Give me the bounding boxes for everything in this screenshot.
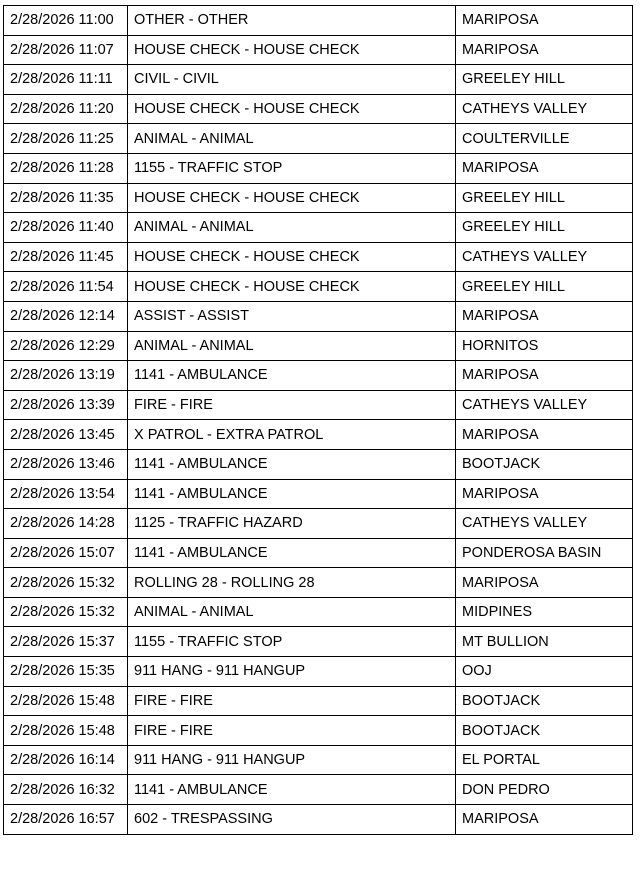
incident-datetime-cell: 2/28/2026 15:07 — [4, 538, 128, 568]
table-row — [4, 65, 633, 95]
incident-location-cell: MIDPINES — [456, 597, 633, 627]
incident-location-cell: PONDEROSA BASIN — [456, 538, 633, 568]
incident-type-cell: HOUSE CHECK - HOUSE CHECK — [128, 272, 456, 302]
incident-location-cell: GREELEY HILL — [456, 183, 633, 213]
incident-log-body — [4, 6, 633, 835]
incident-type-cell: CIVIL - CIVIL — [128, 65, 456, 95]
incident-datetime-cell: 2/28/2026 15:48 — [4, 686, 128, 716]
incident-datetime-cell: 2/28/2026 11:00 — [4, 6, 128, 36]
incident-type-cell: 1125 - TRAFFIC HAZARD — [128, 509, 456, 539]
incident-location-cell: EL PORTAL — [456, 745, 633, 775]
incident-log-table — [3, 5, 633, 835]
incident-datetime-cell: 2/28/2026 11:11 — [4, 65, 128, 95]
table-row — [4, 568, 633, 598]
table-row — [4, 183, 633, 213]
incident-datetime-cell: 2/28/2026 15:35 — [4, 657, 128, 687]
incident-location-cell: MARIPOSA — [456, 568, 633, 598]
incident-datetime-cell: 2/28/2026 11:40 — [4, 213, 128, 243]
table-row — [4, 242, 633, 272]
incident-datetime-cell: 2/28/2026 15:32 — [4, 568, 128, 598]
incident-type-cell: 911 HANG - 911 HANGUP — [128, 745, 456, 775]
table-row — [4, 775, 633, 805]
incident-datetime-cell: 2/28/2026 11:45 — [4, 242, 128, 272]
incident-type-cell: HOUSE CHECK - HOUSE CHECK — [128, 35, 456, 65]
table-row — [4, 272, 633, 302]
incident-location-cell: MT BULLION — [456, 627, 633, 657]
table-row — [4, 597, 633, 627]
incident-type-cell: FIRE - FIRE — [128, 716, 456, 746]
incident-location-cell: MARIPOSA — [456, 35, 633, 65]
table-row — [4, 361, 633, 391]
incident-location-cell: MARIPOSA — [456, 805, 633, 835]
incident-location-cell: MARIPOSA — [456, 6, 633, 36]
incident-location-cell: MARIPOSA — [456, 479, 633, 509]
incident-datetime-cell: 2/28/2026 11:54 — [4, 272, 128, 302]
incident-datetime-cell: 2/28/2026 16:32 — [4, 775, 128, 805]
incident-type-cell: OTHER - OTHER — [128, 6, 456, 36]
incident-type-cell: FIRE - FIRE — [128, 390, 456, 420]
incident-type-cell: 1141 - AMBULANCE — [128, 479, 456, 509]
incident-type-cell: ANIMAL - ANIMAL — [128, 331, 456, 361]
incident-datetime-cell: 2/28/2026 11:28 — [4, 153, 128, 183]
incident-datetime-cell: 2/28/2026 15:48 — [4, 716, 128, 746]
incident-location-cell: CATHEYS VALLEY — [456, 94, 633, 124]
table-row — [4, 686, 633, 716]
incident-datetime-cell: 2/28/2026 11:07 — [4, 35, 128, 65]
table-row — [4, 331, 633, 361]
incident-datetime-cell: 2/28/2026 13:45 — [4, 420, 128, 450]
table-row — [4, 538, 633, 568]
incident-location-cell: MARIPOSA — [456, 361, 633, 391]
incident-datetime-cell: 2/28/2026 11:35 — [4, 183, 128, 213]
incident-type-cell: 602 - TRESPASSING — [128, 805, 456, 835]
incident-type-cell: 1141 - AMBULANCE — [128, 538, 456, 568]
incident-location-cell: GREELEY HILL — [456, 272, 633, 302]
incident-type-cell: HOUSE CHECK - HOUSE CHECK — [128, 94, 456, 124]
incident-datetime-cell: 2/28/2026 12:14 — [4, 301, 128, 331]
incident-type-cell: ASSIST - ASSIST — [128, 301, 456, 331]
incident-location-cell: GREELEY HILL — [456, 213, 633, 243]
table-row — [4, 94, 633, 124]
incident-datetime-cell: 2/28/2026 15:37 — [4, 627, 128, 657]
incident-datetime-cell: 2/28/2026 14:28 — [4, 509, 128, 539]
table-row — [4, 479, 633, 509]
incident-type-cell: X PATROL - EXTRA PATROL — [128, 420, 456, 450]
incident-type-cell: HOUSE CHECK - HOUSE CHECK — [128, 183, 456, 213]
table-row — [4, 657, 633, 687]
incident-datetime-cell: 2/28/2026 13:39 — [4, 390, 128, 420]
incident-type-cell: FIRE - FIRE — [128, 686, 456, 716]
table-row — [4, 390, 633, 420]
incident-location-cell: MARIPOSA — [456, 420, 633, 450]
incident-type-cell: 1141 - AMBULANCE — [128, 361, 456, 391]
table-row — [4, 213, 633, 243]
table-row — [4, 449, 633, 479]
incident-location-cell: MARIPOSA — [456, 153, 633, 183]
table-row — [4, 153, 633, 183]
incident-location-cell: DON PEDRO — [456, 775, 633, 805]
incident-location-cell: BOOTJACK — [456, 686, 633, 716]
incident-location-cell: GREELEY HILL — [456, 65, 633, 95]
incident-datetime-cell: 2/28/2026 13:54 — [4, 479, 128, 509]
incident-location-cell: MARIPOSA — [456, 301, 633, 331]
table-row — [4, 124, 633, 154]
table-row — [4, 805, 633, 835]
incident-location-cell: CATHEYS VALLEY — [456, 390, 633, 420]
incident-location-cell: CATHEYS VALLEY — [456, 509, 633, 539]
incident-datetime-cell: 2/28/2026 15:32 — [4, 597, 128, 627]
incident-datetime-cell: 2/28/2026 12:29 — [4, 331, 128, 361]
table-row — [4, 301, 633, 331]
table-row — [4, 420, 633, 450]
incident-datetime-cell: 2/28/2026 13:19 — [4, 361, 128, 391]
table-row — [4, 627, 633, 657]
table-row — [4, 509, 633, 539]
incident-location-cell: OOJ — [456, 657, 633, 687]
incident-location-cell: HORNITOS — [456, 331, 633, 361]
table-row — [4, 6, 633, 36]
incident-type-cell: 1141 - AMBULANCE — [128, 449, 456, 479]
incident-datetime-cell: 2/28/2026 11:20 — [4, 94, 128, 124]
incident-datetime-cell: 2/28/2026 13:46 — [4, 449, 128, 479]
incident-location-cell: COULTERVILLE — [456, 124, 633, 154]
incident-datetime-cell: 2/28/2026 11:25 — [4, 124, 128, 154]
incident-location-cell: CATHEYS VALLEY — [456, 242, 633, 272]
incident-type-cell: ROLLING 28 - ROLLING 28 — [128, 568, 456, 598]
incident-type-cell: HOUSE CHECK - HOUSE CHECK — [128, 242, 456, 272]
table-row — [4, 745, 633, 775]
incident-location-cell: BOOTJACK — [456, 449, 633, 479]
incident-type-cell: 1141 - AMBULANCE — [128, 775, 456, 805]
incident-type-cell: ANIMAL - ANIMAL — [128, 213, 456, 243]
incident-type-cell: 1155 - TRAFFIC STOP — [128, 627, 456, 657]
table-row — [4, 716, 633, 746]
incident-type-cell: 911 HANG - 911 HANGUP — [128, 657, 456, 687]
incident-datetime-cell: 2/28/2026 16:14 — [4, 745, 128, 775]
incident-type-cell: 1155 - TRAFFIC STOP — [128, 153, 456, 183]
table-row — [4, 35, 633, 65]
incident-location-cell: BOOTJACK — [456, 716, 633, 746]
incident-datetime-cell: 2/28/2026 16:57 — [4, 805, 128, 835]
incident-type-cell: ANIMAL - ANIMAL — [128, 597, 456, 627]
incident-type-cell: ANIMAL - ANIMAL — [128, 124, 456, 154]
